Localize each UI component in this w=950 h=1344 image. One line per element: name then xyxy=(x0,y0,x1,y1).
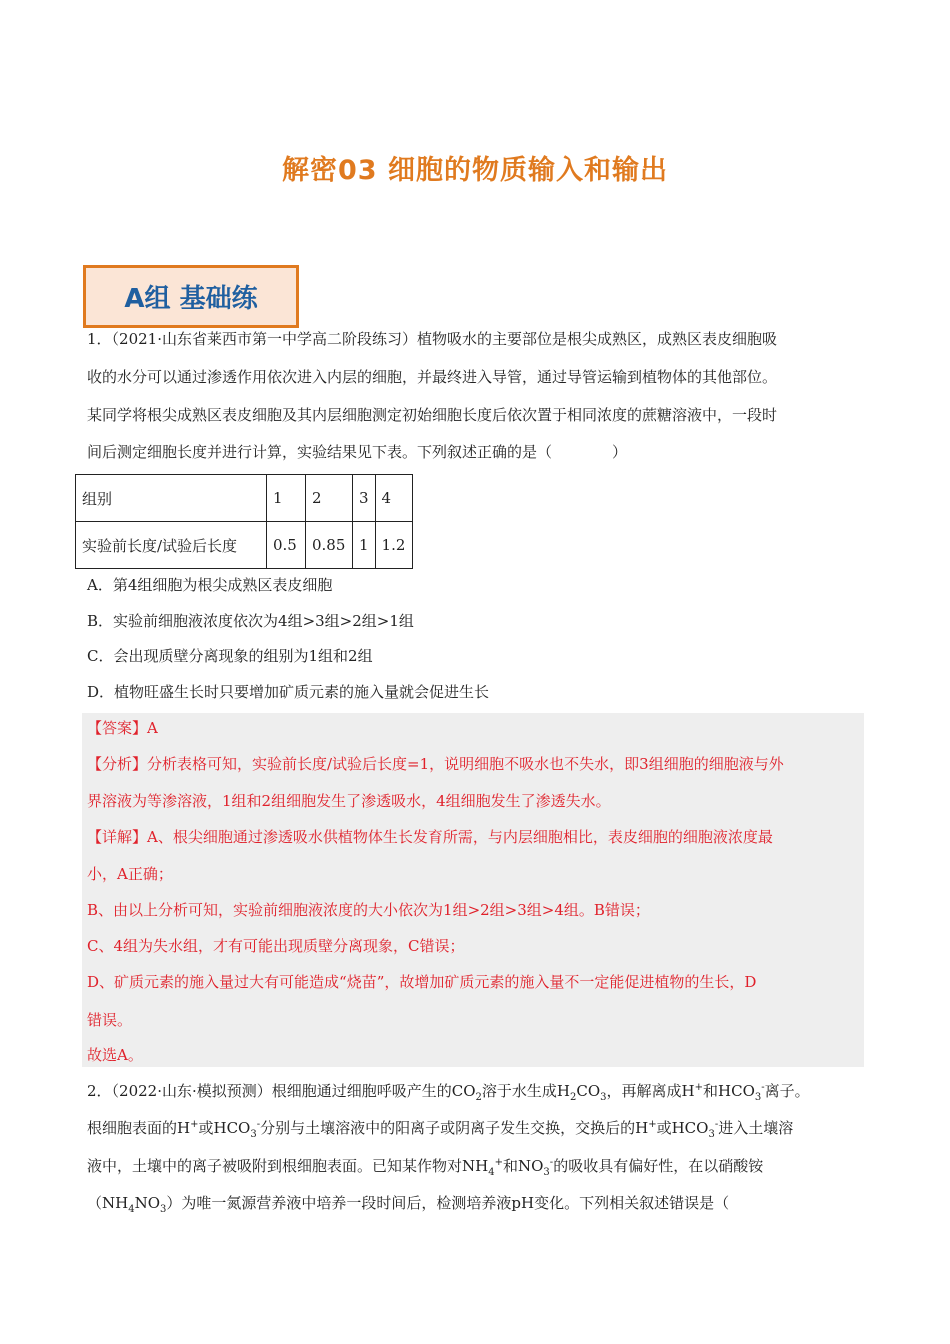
table-cell: 4 xyxy=(375,475,412,522)
table-row xyxy=(76,522,413,569)
section-label-box xyxy=(83,265,299,328)
q1-option-b: B．实验前细胞液浓度依次为4组>3组>2组>1组 xyxy=(87,612,414,630)
q2-stem-line: 液中，土壤中的离子被吸附到根细胞表面。已知某作物对$NH_4^+$和$NO_3^-$的吸收具有偏好性，在以硝酸铵 xyxy=(87,1157,764,1178)
q1-stem-line: 某同学将根尖成熟区表皮细胞及其内层细胞测定初始细胞长度后依次置于相同浓度的蔗糖溶液中，一段时 xyxy=(87,406,778,424)
q1-stem-line: 间后测定细胞长度并进行计算，实验结果见下表。下列叙述正确的是（ ） xyxy=(87,443,628,461)
q1-option-d: D．植物旺盛生长时只要增加矿质元素的施入量就会促进生长 xyxy=(87,683,490,701)
table-cell: 1 xyxy=(267,475,306,522)
q1-stem-line: 收的水分可以通过渗透作用依次进入内层的细胞，并最终进入导管，通过导管运输到植物体的其他部位。 xyxy=(87,368,778,386)
section-label: A组 基础练 xyxy=(124,284,258,314)
table-row xyxy=(76,475,413,522)
page-title: 解密03 细胞的物质输入和输出 xyxy=(282,155,668,186)
q1-option-a: A．第4组细胞为根尖成熟区表皮细胞 xyxy=(87,576,333,594)
q1-option-c: C．会出现质壁分离现象的组别为1组和2组 xyxy=(87,647,373,665)
q1-data-table xyxy=(75,474,413,569)
table-cell: 2 xyxy=(306,475,353,522)
q1-detail-line: B、由以上分析可知，实验前细胞液浓度的大小依次为1组>2组>3组>4组。B错误； xyxy=(87,901,650,919)
q1-detail-line: 错误。 xyxy=(87,1011,133,1029)
q1-analysis-line: 界溶液为等渗溶液，1组和2组细胞发生了渗透吸水，4组细胞发生了渗透失水。 xyxy=(87,792,611,810)
q1-detail-line: 小，A正确； xyxy=(87,865,173,883)
q2-stem-line: $(NH_4NO_3)$为唯一氮源营养液中培养一段时间后，检测培养液pH变化。下列相关叙述错误是（ xyxy=(87,1194,730,1215)
q1-analysis-line: 【分析】分析表格可知，实验前长度/试验后长度=1，说明细胞不吸水也不失水，即3组细胞的细胞液与外 xyxy=(87,755,784,773)
table-cell: 组别 xyxy=(76,475,267,522)
q2-stem-line: 根细胞表面的H+或$HCO_3^-$分别与土壤溶液中的阳离子或阴离子发生交换，交换后的H+或$HCO_3^-$进入土壤溶 xyxy=(87,1119,794,1140)
table-cell: 0.5 xyxy=(267,522,306,569)
q1-conclusion: 故选A。 xyxy=(87,1046,143,1064)
q1-detail-line: D、矿质元素的施入量过大有可能造成“烧苗”，故增加矿质元素的施入量不一定能促进植物的生长，D xyxy=(87,973,757,991)
q1-detail-line: 【详解】A、根尖细胞通过渗透吸水供植物体生长发育所需，与内层细胞相比，表皮细胞的细胞液浓度最 xyxy=(87,828,773,846)
table-cell: 实验前长度/试验后长度 xyxy=(76,522,267,569)
table-cell: 1 xyxy=(353,522,376,569)
table-cell: 3 xyxy=(353,475,376,522)
table-cell: 0.85 xyxy=(306,522,353,569)
q1-stem-line: 1．（2021·山东省莱西市第一中学高二阶段练习）植物吸水的主要部位是根尖成熟区，成熟区表皮细胞吸 xyxy=(87,330,777,348)
q2-stem-line: 2．（2022·山东·模拟预测）根细胞通过细胞呼吸产生的$CO_2$溶于水生成$H_2CO_3$，再解离成H+和$HCO_3^-$离子。 xyxy=(87,1082,810,1103)
q1-answer: 【答案】A xyxy=(87,719,158,737)
q1-detail-line: C、4组为失水组，才有可能出现质壁分离现象，C错误； xyxy=(87,937,465,955)
table-cell: 1.2 xyxy=(375,522,412,569)
